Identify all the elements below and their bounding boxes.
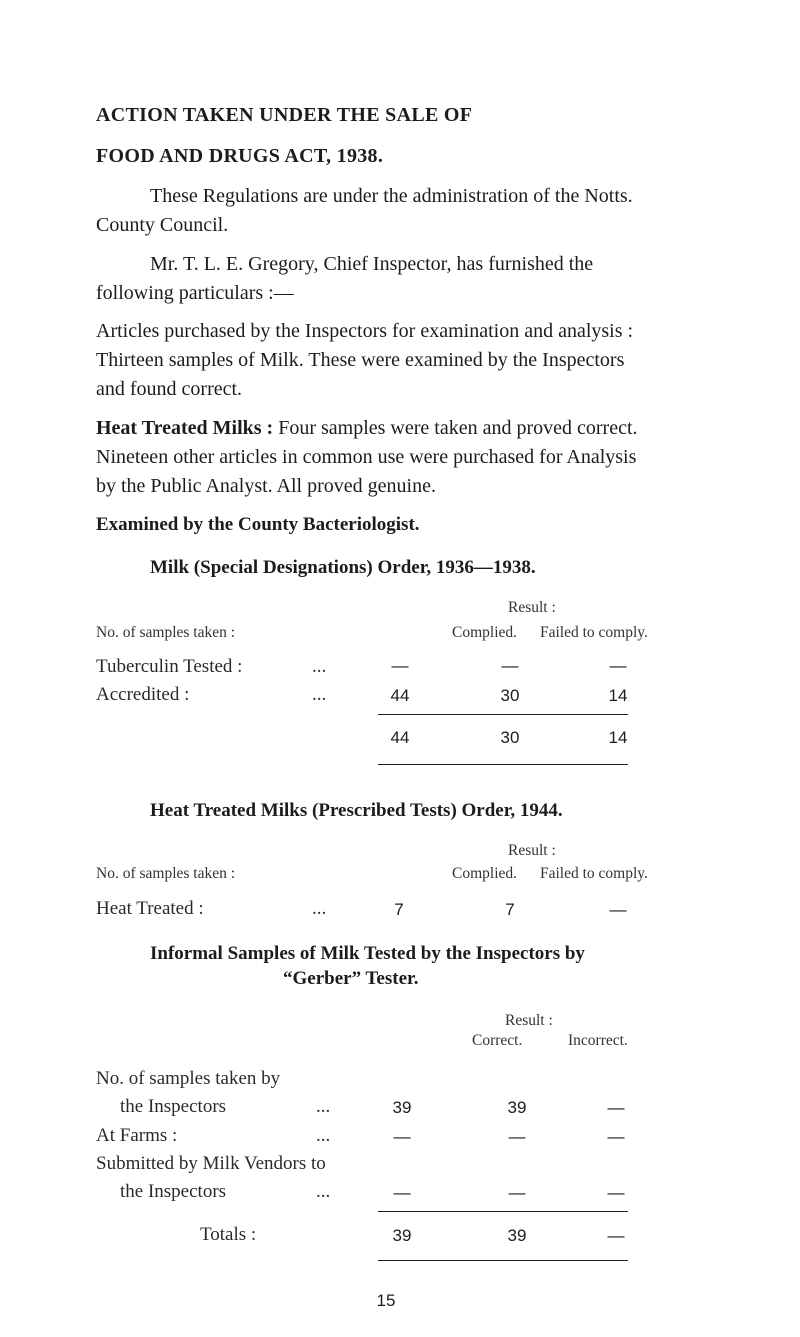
paragraph-3-line-1: Articles purchased by the Inspectors for examination and analysis : <box>96 320 634 342</box>
informal-total-incorrect: — <box>607 1226 625 1245</box>
informal-totals-label: Totals : <box>200 1224 257 1245</box>
milk-special-heading: Milk (Special Designations) Order, 1936—1938. <box>150 557 536 578</box>
informal-result-label: Result : <box>505 1012 553 1029</box>
paragraph-2-line-1: Mr. T. L. E. Gregory, Chief Inspector, has furnished the <box>150 253 594 275</box>
informal-total-rule-bottom <box>378 1260 628 1261</box>
page-number: 15 <box>376 1291 396 1310</box>
row-vendors-label-1: Submitted by Milk Vendors to <box>96 1153 326 1174</box>
row-inspectors-samples: 39 <box>392 1098 412 1117</box>
informal-total-correct: 39 <box>507 1226 527 1245</box>
title-line-2: FOOD AND DRUGS ACT, 1938. <box>96 145 384 167</box>
milk-special-total-failed: 14 <box>608 728 628 747</box>
row-accredited-dots: ... <box>312 684 327 705</box>
row-farms-samples: — <box>393 1127 411 1146</box>
paragraph-4-line-1-rest: Four samples were taken and proved correct. <box>273 417 638 439</box>
paragraph-3-line-2: Thirteen samples of Milk. These were examined by the Inspectors <box>96 349 625 371</box>
row-inspectors-label-2: the Inspectors <box>120 1096 227 1117</box>
heat-treated-col-samples: No. of samples taken : <box>96 865 236 882</box>
paragraph-1-line-1: These Regulations are under the administration of the Notts. <box>150 185 633 207</box>
paragraph-4-line-3: by the Public Analyst. All proved genuine. <box>96 475 436 497</box>
milk-special-total-rule-top <box>378 714 628 715</box>
milk-special-result-label: Result : <box>508 599 556 616</box>
row-vendors-samples: — <box>393 1183 411 1202</box>
heat-treated-milks-label: Heat Treated Milks : <box>96 417 274 439</box>
milk-special-total-rule-bottom <box>378 764 628 765</box>
informal-col-incorrect: Incorrect. <box>568 1032 628 1049</box>
heat-treated-col-complied: Complied. <box>452 865 518 882</box>
row-inspectors-correct: 39 <box>507 1098 527 1117</box>
row-tuberculin-complied: — <box>501 656 519 675</box>
row-farms-label: At Farms : <box>96 1125 178 1146</box>
row-accredited-complied: 30 <box>500 686 520 705</box>
heat-treated-heading: Heat Treated Milks (Prescribed Tests) Order, 1944. <box>150 800 563 821</box>
heat-treated-col-failed: Failed to comply. <box>540 865 648 882</box>
row-heat-treated-failed: — <box>609 900 627 919</box>
informal-heading-line-2: “Gerber” Tester. <box>283 968 419 989</box>
row-tuberculin-failed: — <box>609 656 627 675</box>
bacteriologist-heading: Examined by the County Bacteriologist. <box>96 514 420 535</box>
row-tuberculin-samples: — <box>391 656 409 675</box>
milk-special-col-complied: Complied. <box>452 624 518 641</box>
row-heat-treated-label: Heat Treated : <box>96 898 204 919</box>
milk-special-col-samples: No. of samples taken : <box>96 624 236 641</box>
row-vendors-dots: ... <box>316 1181 331 1202</box>
row-accredited-samples: 44 <box>390 686 410 705</box>
milk-special-col-failed: Failed to comply. <box>540 624 648 641</box>
paragraph-1-line-2: County Council. <box>96 214 229 236</box>
milk-special-total-complied: 30 <box>500 728 520 747</box>
row-inspectors-incorrect: — <box>607 1098 625 1117</box>
heat-treated-result-label: Result : <box>508 842 556 859</box>
row-farms-incorrect: — <box>607 1127 625 1146</box>
row-vendors-correct: — <box>508 1183 526 1202</box>
informal-total-rule-top <box>378 1211 628 1212</box>
row-farms-correct: — <box>508 1127 526 1146</box>
row-tuberculin-label: Tuberculin Tested : <box>96 656 243 677</box>
row-inspectors-label-1: No. of samples taken by <box>96 1068 281 1089</box>
row-heat-treated-dots: ... <box>312 898 327 919</box>
paragraph-4-line-1 <box>96 414 638 443</box>
informal-total-samples: 39 <box>392 1226 412 1245</box>
title-line-1: ACTION TAKEN UNDER THE SALE OF <box>96 104 473 126</box>
paragraph-3-line-3: and found correct. <box>96 378 243 400</box>
row-tuberculin-dots: ... <box>312 656 327 677</box>
row-heat-treated-complied: 7 <box>505 900 515 919</box>
row-accredited-label: Accredited : <box>96 684 190 705</box>
informal-heading-line-1: Informal Samples of Milk Tested by the Inspectors by <box>150 943 585 964</box>
milk-special-total-samples: 44 <box>390 728 410 747</box>
row-inspectors-dots: ... <box>316 1096 331 1117</box>
row-vendors-incorrect: — <box>607 1183 625 1202</box>
row-heat-treated-samples: 7 <box>394 900 404 919</box>
paragraph-2-line-2: following particulars :— <box>96 282 294 304</box>
row-accredited-failed: 14 <box>608 686 628 705</box>
row-farms-dots: ... <box>316 1125 331 1146</box>
paragraph-4-line-2: Nineteen other articles in common use were purchased for Analysis <box>96 446 637 468</box>
row-vendors-label-2: the Inspectors <box>120 1181 227 1202</box>
informal-col-correct: Correct. <box>472 1032 523 1049</box>
